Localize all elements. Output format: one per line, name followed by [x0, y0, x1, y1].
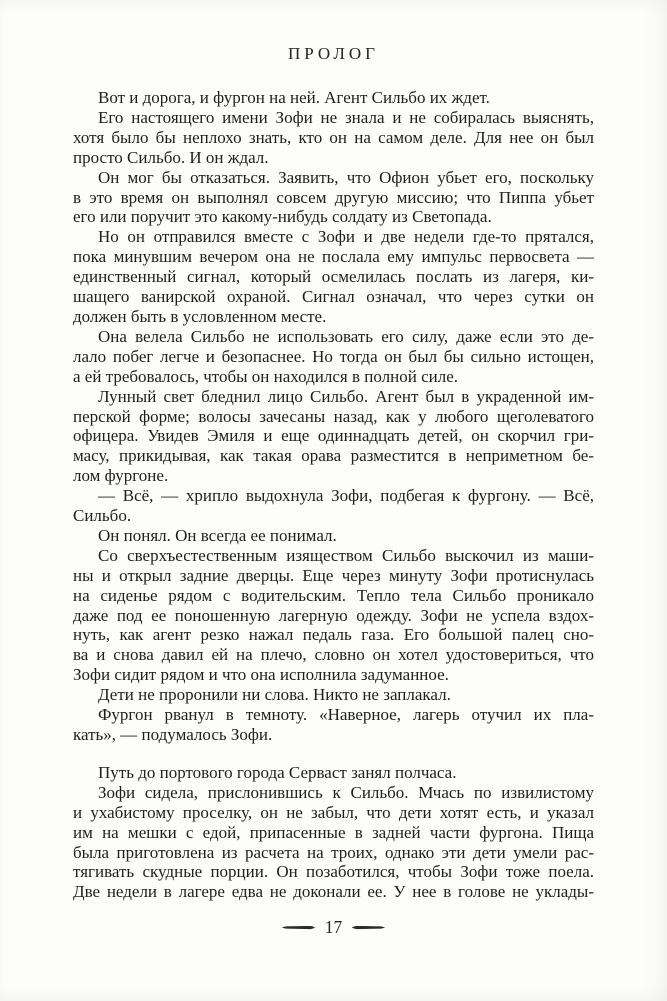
text-line: Он понял. Он всегда ее понимал.	[98, 525, 337, 545]
paragraph	[73, 168, 594, 228]
text-line: на сиденье рядом с водительским. Тепло тела Сильбо проникало	[73, 585, 594, 605]
text-line: шащего ванирской охраной. Сигнал означал, что через сутки он	[73, 287, 594, 307]
text-block	[73, 88, 594, 902]
text-line: пока минувшим вечером она не послала ему импульс первосвета —	[73, 247, 594, 267]
page-number: 17	[324, 917, 343, 937]
paragraph	[73, 526, 594, 546]
text-line: Но он отправился вместе с Зофи и две недели где-то прятался,	[98, 227, 594, 247]
text-line: ны и открыл задние дверцы. Еще через минуту Зофи протиснулась	[73, 565, 594, 585]
text-line: и ухабистому проселку, он не забыл, что дети хотят есть, и указал	[73, 802, 594, 822]
text-line: лало побег легче и безопаснее. Но тогда он был бы сильно истощен,	[73, 346, 594, 366]
text-line: перской форме; волосы зачесаны назад, как у любого щеголеватого	[73, 406, 594, 426]
text-line: нуть, как агент резко нажал педаль газа. Его большой палец сно-	[73, 625, 594, 645]
paragraph	[73, 685, 594, 705]
text-line: Путь до портового города Серваст занял полчаса.	[98, 762, 457, 782]
paragraph	[73, 387, 594, 487]
text-line: им на мешки с едой, припасенные в задней части фургона. Пища	[73, 822, 594, 842]
text-line: Сильбо.	[73, 506, 132, 526]
text-line: должен быть в условленном месте.	[73, 306, 327, 326]
text-line: Две недели в лагере едва не доконали ее. У нее в голове не уклады-	[73, 882, 594, 902]
text-line: Она велела Сильбо не использовать его силу, даже если это де-	[98, 326, 594, 346]
text-line: даже под ее поношенную лагерную одежду. Зофи не успела вздох-	[73, 605, 594, 625]
paragraph	[73, 763, 594, 783]
text-line: а ей требовалось, чтобы он находился в полной силе.	[73, 366, 458, 386]
text-line: единственный сигнал, который осмелилась послать из лагеря, ки-	[73, 267, 594, 287]
footer-ornament-right	[352, 926, 385, 930]
paragraph	[73, 227, 594, 327]
text-line: кать», — подумалось Зофи.	[73, 725, 273, 744]
text-line: Дети не проронили ни слова. Никто не заплакал.	[98, 685, 451, 705]
paragraph	[73, 108, 594, 168]
text-line: Зофи сидит рядом и что она исполнила задуманное.	[73, 665, 449, 685]
paragraph	[73, 486, 594, 526]
text-line: его или поручит это какому-нибудь солдату из Светопада.	[73, 207, 492, 227]
text-line: Он мог бы отказаться. Заявить, что Офион убьет его, поскольку	[98, 167, 594, 187]
text-line: офицера. Увидев Эмиля и еще одиннадцать детей, он скорчил гри-	[73, 426, 594, 446]
chapter-heading: ПРОЛОГ	[287, 44, 379, 63]
text-line: просто Сильбо. И он ждал.	[73, 147, 269, 167]
paragraph	[73, 705, 594, 745]
text-line: Вот и дорога, и фургон на ней. Агент Сильбо их ждет.	[98, 88, 490, 107]
text-line: масу, прикидывая, как такая орава разместится в неприметном бе-	[73, 446, 594, 466]
paragraph	[73, 783, 594, 902]
text-line: Его настоящего имени Зофи не знала и не собиралась выяснять,	[98, 107, 594, 127]
text-line: лом фургоне.	[73, 466, 169, 486]
text-line: ва и снова давил ей на плечо, словно он хотел удостовериться, что	[73, 645, 594, 665]
paragraph	[73, 546, 594, 685]
text-line: в это время он выполнял совсем другую миссию; что Пиппа убьет	[73, 187, 594, 207]
text-line: Со сверхъестественным изяществом Сильбо выскочил из маши-	[98, 545, 594, 565]
text-line: хотя было бы неплохо знать, кто он на самом деле. Для нее он был	[73, 127, 594, 147]
text-line: была приготовлена из расчета на троих, однако эти дети умели рас-	[73, 842, 594, 862]
section-break	[73, 745, 594, 763]
paragraph	[73, 88, 594, 108]
page-footer	[0, 917, 667, 938]
footer-ornament-left	[282, 926, 315, 930]
text-line: Зофи сидела, прислонившись к Сильбо. Мчась по извилистому	[98, 782, 594, 802]
text-line: Лунный свет бледнил лицо Сильбо. Агент был в украденной им-	[98, 386, 594, 406]
text-line: Фургон рванул в темноту. «Наверное, лагерь отучил их пла-	[98, 705, 594, 725]
text-line: тягивать скудные порции. Он позаботился, чтобы Зофи тоже поела.	[73, 862, 594, 882]
text-line: — Всё, — хрипло выдохнула Зофи, подбегая к фургону. — Всё,	[98, 486, 594, 506]
paragraph	[73, 327, 594, 387]
